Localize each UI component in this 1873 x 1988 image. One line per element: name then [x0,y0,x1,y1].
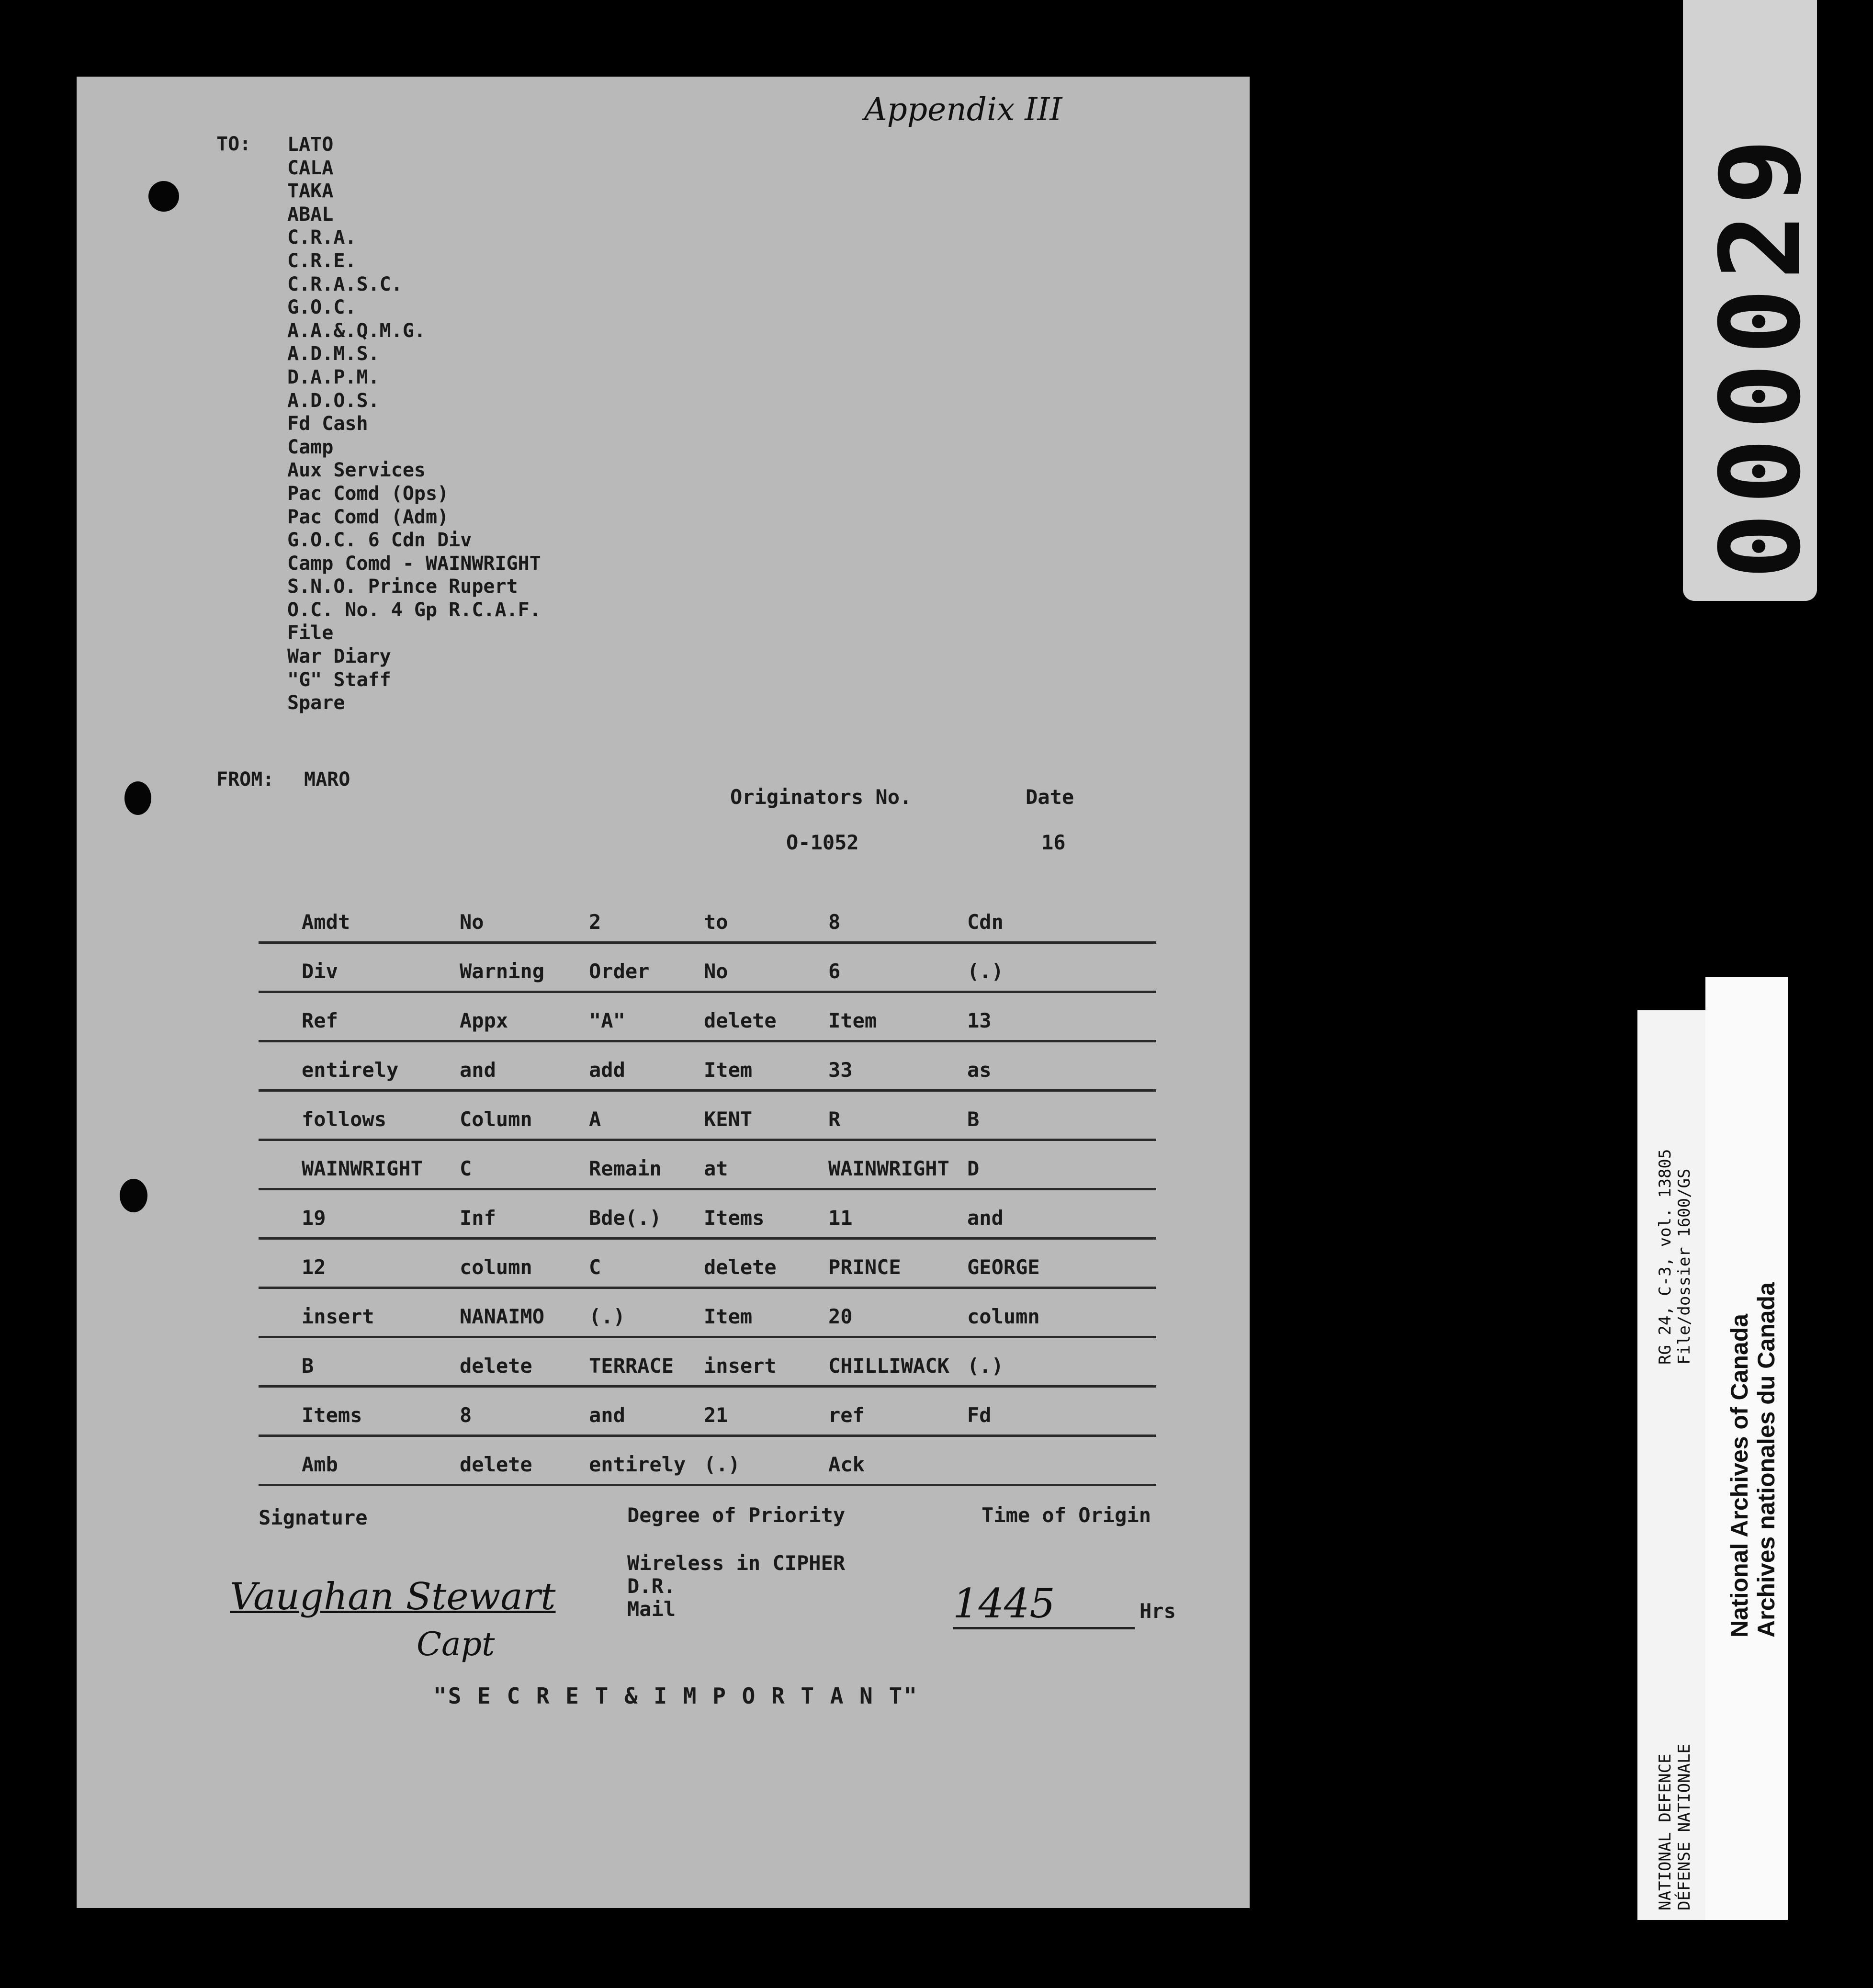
recipient: Camp Comd - WAINWRIGHT [287,552,541,575]
message-word: (.) [704,1453,740,1476]
message-word: GEORGE [967,1255,1040,1279]
message-row [259,1388,1156,1437]
punch-hole-middle [124,781,151,815]
recipient: C.R.A.S.C. [287,273,403,295]
message-word: 11 [828,1206,853,1230]
message-word: "A" [589,1009,625,1032]
message-word: Cdn [967,910,1004,934]
reference-line-2: File/dossier 1600/GS [1675,1168,1694,1365]
message-word: delete [460,1354,532,1378]
recipient-list [287,133,541,715]
recipient: S.N.O. Prince Rupert [287,576,518,598]
message-row [259,1437,1156,1486]
archive-number-strip [1683,0,1825,601]
priority-option-mail: Mail [627,1597,676,1621]
message-word: 8 [828,910,841,934]
message-word: Amdt [302,910,350,934]
message-word: 13 [967,1009,992,1032]
message-word: insert [704,1354,777,1378]
recipient: Aux Services [287,459,426,482]
time-unit: Hrs [1140,1599,1176,1623]
message-word: 6 [828,960,841,983]
message-word: 20 [828,1305,853,1328]
message-word: delete [460,1453,532,1476]
message-word: entirely [302,1058,399,1082]
message-word: and [460,1058,496,1082]
punch-hole-top [148,181,179,212]
recipient: "G" Staff [287,668,391,691]
message-word: R [828,1107,841,1131]
message-word: (.) [589,1305,625,1328]
recipient: G.O.C. [287,296,357,319]
from-label: FROM: [216,768,274,791]
signature-label: Signature [259,1506,368,1529]
message-row [259,1042,1156,1092]
punch-hole-bottom [120,1179,147,1212]
message-word: TERRACE [589,1354,674,1378]
priority-option-wireless: Wireless in CIPHER [627,1551,846,1575]
message-row [259,944,1156,993]
archive-number: 000029 [1697,130,1825,579]
recipient: Pac Comd (Adm) [287,506,449,528]
message-word: Item [704,1305,753,1328]
date-label: Date [1026,785,1074,809]
message-row [259,1190,1156,1240]
message-row [259,1141,1156,1190]
classification: "S E C R E T & I M P O R T A N T" [433,1683,918,1709]
message-word: (.) [967,960,1004,983]
message-word: delete [704,1009,777,1032]
recipient: A.D.M.S. [287,343,380,365]
message-word: follows [302,1107,387,1131]
message-word: No [460,910,484,934]
recipient: C.R.E. [287,249,357,272]
message-word: Ref [302,1009,338,1032]
message-row [259,1338,1156,1388]
message-word: Appx [460,1009,508,1032]
recipient: LATO [287,134,334,156]
message-word: entirely [589,1453,686,1476]
date-value: 16 [1041,831,1066,854]
message-word: to [704,910,728,934]
recipient: ABAL [287,203,334,226]
recipient: Fd Cash [287,413,368,435]
message-word: B [302,1354,314,1378]
priority-label: Degree of Priority [627,1503,846,1527]
message-word: Fd [967,1403,992,1427]
message-row [259,1092,1156,1141]
appendix-annotation: Appendix III [864,91,1062,128]
message-grid [259,894,1156,1486]
message-word: Item [704,1058,753,1082]
message-word: Inf [460,1206,496,1230]
message-word: at [704,1157,728,1180]
message-word: WAINWRIGHT [828,1157,949,1180]
department-line-2: DÉFENSE NATIONALE [1675,1744,1694,1910]
message-word: Item [828,1009,877,1032]
time-of-origin-value: 1445 [953,1580,1135,1629]
message-word: 2 [589,910,601,934]
archive-name-fr: Archives nationales du Canada [1753,1282,1780,1638]
message-word: NANAIMO [460,1305,545,1328]
message-row [259,894,1156,944]
message-word: ref [828,1403,865,1427]
message-word: B [967,1107,980,1131]
message-word: add [589,1058,625,1082]
message-row [259,1240,1156,1289]
originators-no: O-1052 [786,831,859,854]
message-word: 33 [828,1058,853,1082]
message-word: 8 [460,1403,472,1427]
message-word: KENT [704,1107,753,1131]
recipient: Spare [287,692,345,714]
message-word: Items [302,1403,362,1427]
signature-rank: Capt [417,1626,495,1663]
message-word: C [589,1255,601,1279]
message-word: PRINCE [828,1255,901,1279]
message-row [259,1289,1156,1338]
message-word: column [967,1305,1040,1328]
to-label: TO: [216,133,251,155]
recipient: C.R.A. [287,226,357,249]
message-row [259,993,1156,1042]
message-word: Remain [589,1157,662,1180]
message-word: Items [704,1206,765,1230]
archive-name-en: National Archives of Canada [1726,1313,1753,1638]
recipient: CALA [287,157,334,179]
recipient: Pac Comd (Ops) [287,482,449,505]
message-word: Amb [302,1453,338,1476]
message-word: A [589,1107,601,1131]
message-word: WAINWRIGHT [302,1157,423,1180]
message-word: as [967,1058,992,1082]
reference-line-1: RG 24, C-3, vol. 13805 [1656,1149,1675,1365]
message-word: C [460,1157,472,1180]
recipient: TAKA [287,180,334,203]
time-of-origin-label: Time of Origin [982,1503,1151,1527]
message-word: Order [589,960,650,983]
message-word: Ack [828,1453,865,1476]
originators-no-label: Originators No. [730,785,912,809]
recipient: G.O.C. 6 Cdn Div [287,529,472,552]
from-value: MARO [304,768,350,791]
message-word: Bde(.) [589,1206,662,1230]
message-word: column [460,1255,532,1279]
recipient: File [287,622,334,644]
message-word: 19 [302,1206,326,1230]
recipient: A.D.O.S. [287,389,380,412]
message-word: (.) [967,1354,1004,1378]
recipient: War Diary [287,645,391,668]
message-word: 12 [302,1255,326,1279]
message-word: Column [460,1107,532,1131]
message-word: and [589,1403,625,1427]
message-word: delete [704,1255,777,1279]
message-word: and [967,1206,1004,1230]
signature: Vaughan Stewart [230,1575,556,1618]
message-word: No [704,960,728,983]
archive-reference-label [1637,1010,1707,1920]
message-word: 21 [704,1403,728,1427]
message-word: CHILLIWACK [828,1354,949,1378]
recipient: Camp [287,436,334,458]
priority-option-dr: D.R. [627,1574,676,1598]
recipient: A.A.&.Q.M.G. [287,319,426,342]
recipient: O.C. No. 4 Gp R.C.A.F. [287,599,541,621]
department-line-1: NATIONAL DEFENCE [1656,1753,1675,1910]
recipient: D.A.P.M. [287,366,380,388]
message-word: D [967,1157,980,1180]
archive-name-label [1705,977,1788,1920]
message-word: Div [302,960,338,983]
message-word: Warning [460,960,545,983]
message-word: insert [302,1305,374,1328]
